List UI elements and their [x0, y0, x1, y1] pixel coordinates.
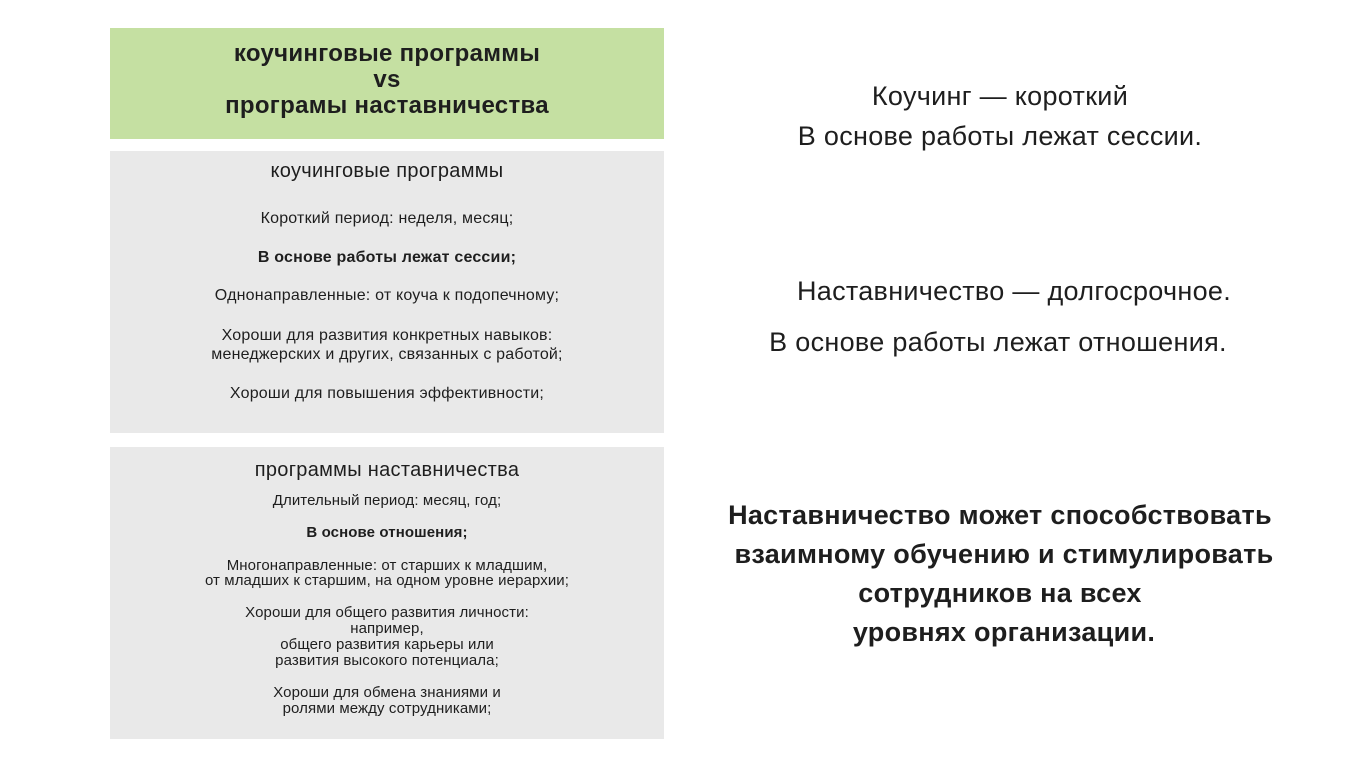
mentoring-benefit-line2: взаимному обучению и стимулировать — [734, 539, 1274, 569]
coaching-summary-line1: Коучинг — короткий — [871, 81, 1129, 111]
mentoring-programs-panel — [110, 447, 664, 739]
coaching-item-sessions: В основе работы лежат сессии; — [257, 249, 517, 266]
coaching-panel-title: коучинговые программы — [270, 160, 504, 182]
coaching-item-direction: Однонаправленные: от коуча к подопечному; — [214, 287, 560, 304]
mentoring-benefit-line1: Наставничество может способствовать — [728, 500, 1272, 530]
mentoring-item-knowledge-line1: Хороши для обмена знаниями и — [273, 684, 501, 701]
mentoring-item-direction-line1: Многонаправленные: от старших к младшим, — [226, 557, 548, 574]
mentoring-item-relations: В основе отношения; — [306, 524, 468, 541]
mentoring-panel-title: программы наставничества — [254, 459, 520, 481]
comparison-header — [110, 28, 664, 139]
mentoring-item-knowledge-line2: ролями между сотрудниками; — [282, 700, 492, 717]
mentoring-summary-line1: Наставничество — долгосрочное. — [796, 276, 1232, 306]
coaching-programs-panel — [110, 151, 664, 433]
mentoring-item-development-line3: общего развития карьеры или — [280, 636, 494, 653]
header-title-coaching: коучинговые программы — [233, 40, 541, 67]
mentoring-benefit-line4: уровнях организации. — [852, 617, 1156, 647]
mentoring-item-development-line2: например, — [350, 620, 424, 637]
mentoring-item-period: Длительный период: месяц, год; — [272, 492, 502, 509]
coaching-item-efficiency: Хороши для повышения эффективности; — [229, 385, 545, 402]
header-title-vs: vs — [373, 66, 401, 93]
coaching-item-period: Короткий период: неделя, месяц; — [260, 210, 514, 227]
mentoring-item-direction-line2: от младших к старшим, на одном уровне иерархии; — [204, 572, 570, 589]
mentoring-item-development-line4: развития высокого потенциала; — [275, 652, 499, 669]
coaching-item-skills-line1: Хороши для развития конкретных навыков: — [221, 327, 553, 344]
mentoring-summary-line2: В основе работы лежат отношения. — [769, 327, 1227, 357]
coaching-summary-line2: В основе работы лежат сессии. — [797, 121, 1203, 151]
header-title-mentoring: програмы наставничества — [225, 92, 549, 119]
mentoring-benefit-line3: сотрудников на всех — [858, 578, 1142, 608]
mentoring-item-development-line1: Хороши для общего развития личности: — [245, 604, 529, 621]
coaching-item-skills-line2: менеджерских и других, связанных с работой; — [211, 346, 563, 363]
